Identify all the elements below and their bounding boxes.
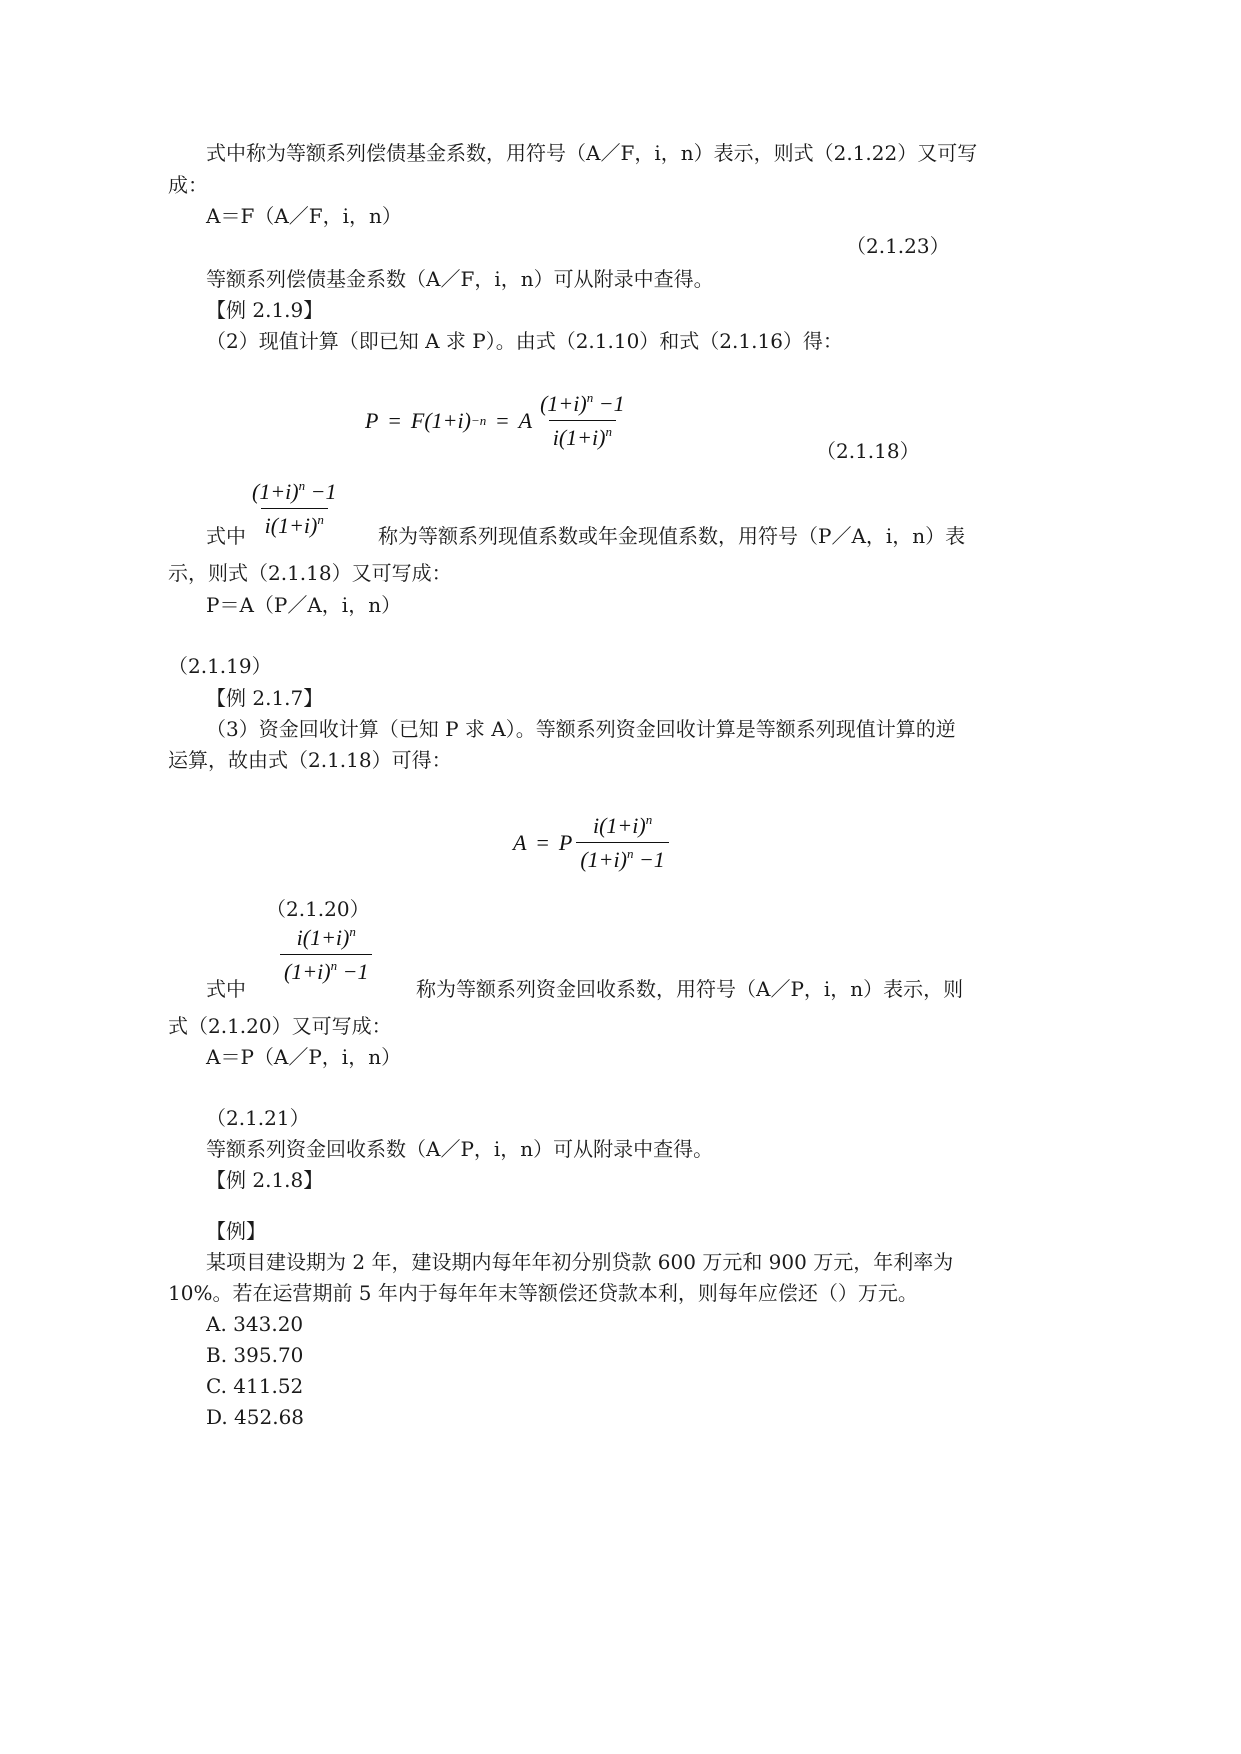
paragraph-line: 称为等额系列资金回收系数，用符号（A／P，i，n）表示，则: [416, 977, 964, 1001]
example-label: 【例】: [206, 1219, 266, 1243]
formula-fraction: [576, 812, 668, 873]
formula-exponent: n: [349, 924, 356, 939]
formula-symbol: P: [558, 829, 573, 855]
formula-term: F(1+i): [410, 407, 471, 433]
formula-exponent: −n: [470, 412, 487, 428]
equation-line: A＝F（A／F，i，n）: [206, 204, 402, 228]
paragraph-line: 称为等额系列现值系数或年金现值系数，用符号（P／A，i，n）表: [378, 524, 966, 548]
paragraph-line: （2）现值计算（即已知 A 求 P）。由式（2.1.10）和式（2.1.16）得：: [206, 329, 843, 353]
paragraph-line: 成：: [168, 173, 208, 197]
formula-symbol: P: [365, 407, 379, 433]
equation-line: P＝A（P／A，i，n）: [206, 593, 402, 617]
answer-option-b: B. 395.70: [206, 1343, 304, 1367]
paragraph-line: 等额系列偿债基金系数（A／F，i，n）可从附录中查得。: [206, 267, 714, 291]
example-label: 【例 2.1.9】: [206, 298, 324, 322]
question-text: 某项目建设期为 2 年，建设期内每年年初分别贷款 600 万元和 900 万元，年利率为: [206, 1250, 954, 1274]
formula-term: −1: [593, 391, 625, 416]
formula-term: (1+i): [580, 847, 627, 872]
present-value-formula: [365, 390, 633, 451]
paragraph-line: 运算，故由式（2.1.18）可得：: [168, 748, 452, 772]
equation-number: （2.1.18）: [816, 439, 920, 463]
formula-term: −1: [337, 959, 369, 984]
formula-term: (1+i): [284, 959, 331, 984]
equation-number: （2.1.23）: [846, 234, 950, 258]
formula-term: −1: [305, 479, 337, 504]
paragraph-line: （3）资金回收计算（已知 P 求 A）。等额系列资金回收计算是等额系列现值计算的逆: [206, 717, 956, 741]
formula-symbol: =: [536, 829, 549, 855]
formula-exponent: n: [298, 478, 306, 493]
formula-term: i(1+i): [264, 513, 318, 538]
equation-number: （2.1.21）: [206, 1106, 310, 1130]
example-label: 【例 2.1.8】: [206, 1168, 324, 1192]
formula-term: i(1+i): [296, 925, 350, 950]
formula-symbol: A: [513, 829, 527, 855]
formula-fraction: [280, 924, 372, 985]
formula-term: i(1+i): [552, 425, 606, 450]
formula-term: i(1+i): [592, 813, 646, 838]
answer-option-a: A. 343.20: [206, 1312, 304, 1336]
example-label: 【例 2.1.7】: [206, 686, 324, 710]
formula-exponent: n: [626, 846, 634, 861]
formula-term: −1: [633, 847, 665, 872]
paragraph-line: 式中: [206, 977, 246, 1001]
formula-term: (1+i): [540, 391, 587, 416]
capital-recovery-formula: [513, 812, 673, 873]
answer-option-d: D. 452.68: [206, 1405, 305, 1429]
present-value-factor-fraction: [244, 478, 344, 539]
formula-exponent: n: [605, 424, 612, 439]
capital-recovery-factor-fraction: [276, 924, 376, 985]
formula-fraction: [536, 390, 628, 451]
answer-option-c: C. 411.52: [206, 1374, 304, 1398]
formula-fraction: [248, 478, 340, 539]
paragraph-line: 式中称为等额系列偿债基金系数，用符号（A／F，i，n）表示，则式（2.1.22）又可写: [206, 141, 978, 165]
paragraph-line: 式中: [206, 524, 246, 548]
paragraph-line: 等额系列资金回收系数（A／P，i，n）可从附录中查得。: [206, 1137, 714, 1161]
paragraph-line: 式（2.1.20）又可写成：: [168, 1014, 392, 1038]
equation-number: （2.1.19）: [168, 654, 272, 678]
paragraph-line: 示，则式（2.1.18）又可写成：: [168, 561, 452, 585]
formula-exponent: n: [330, 958, 338, 973]
formula-symbol: A: [518, 407, 533, 433]
question-text: 10%。若在运营期前 5 年内于每年年末等额偿还贷款本利，则每年应偿还（）万元。: [168, 1281, 918, 1305]
equation-number: （2.1.20）: [266, 897, 370, 921]
formula-exponent: n: [317, 512, 324, 527]
formula-symbol: =: [496, 407, 509, 433]
formula-symbol: =: [388, 407, 401, 433]
formula-exponent: n: [645, 812, 653, 827]
formula-exponent: n: [586, 390, 594, 405]
equation-line: A＝P（A／P，i，n）: [206, 1045, 402, 1069]
formula-term: (1+i): [252, 479, 299, 504]
